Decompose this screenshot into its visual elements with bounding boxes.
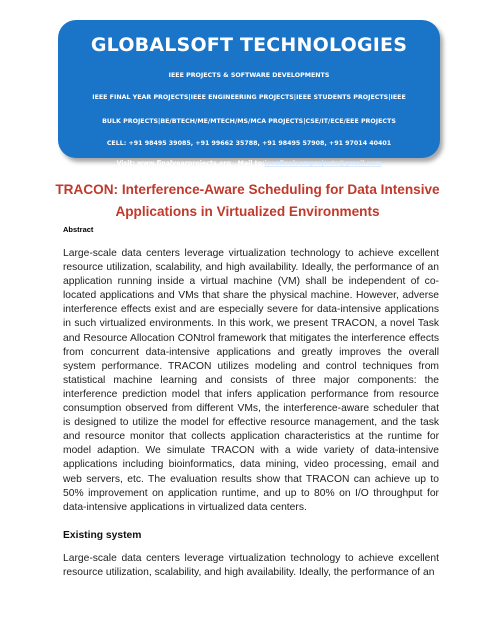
abstract-heading: Abstract (63, 225, 94, 234)
paper-title-line-2: Applications in Virtualized Environments (115, 204, 380, 219)
banner-phone-line: CELL: +91 98495 39085, +91 99662 35788, +91 98495 57908, +91 97014 40401 (106, 140, 392, 147)
mail-label: Mail to: (237, 160, 265, 167)
header-banner (58, 20, 440, 167)
visit-label: Visit: (116, 160, 138, 167)
paper-title-line-1: TRACON: Interference-Aware Scheduling for Data Intensive (55, 182, 440, 197)
existing-system-text: Large-scale data centers leverage virtualization technology to achieve excellent resource utilization, scalability, and high availability. Ideally, the performance of an (63, 553, 439, 579)
banner-projects-line: IEEE FINAL YEAR PROJECTS|IEEE ENGINEERING PROJECTS|IEEE STUDENTS PROJECTS|IEEE (92, 94, 406, 101)
existing-system-heading: Existing system (63, 530, 142, 541)
paper-title (40, 179, 455, 223)
banner-degrees-line: BULK PROJECTS|BE/BTECH/ME/MTECH/MS/MCA PROJECTS|CSE/IT/ECE/EEE PROJECTS (102, 118, 396, 125)
abstract-text: Large-scale data centers leverage virtualization technology to achieve excellent resource utilization, scalability, and high availability. Ideally, the performance of an application running inside a virtual machine (VM) shall be independent of co-located applications and VMs that share the physical machine. However, adverse interference effects exist and are especially severe for data-intensive applications in such virtualized environments. In this work, we present TRACON, a novel Task and Resource Allocation CONtrol framework that mitigates the interference effects from concurrent data-intensive applications and greatly improves the overall system performance. TRACON utilizes modeling and control techniques from statistical machine learning and consists of three major components: the interference prediction model that infers application performance from resource consumption observed from different VMs, the interference-aware scheduler that is designed to utilize the model for effective resource management, and the task and resource monitor that collects application characteristics at the runtime for model adaption. We simulate TRACON with a wide variety of data-intensive applications including bioinformatics, data mining, video processing, email and web servers, etc. The evaluation results show that TRACON can achieve up to 50% improvement on application runtime, and up to 80% on I/O throughput for data-intensive applications in virtualized data centers. (63, 248, 439, 513)
banner-tagline: IEEE PROJECTS & SOFTWARE DEVELOPMENTS (168, 72, 330, 79)
website-link[interactable]: www.finalyearprojects.org (137, 160, 232, 167)
banner-contact-line (58, 160, 440, 167)
email-link[interactable]: ieeefinalsemprojects@gmail.com (264, 160, 382, 167)
company-name: GLOBALSOFT TECHNOLOGIES (90, 34, 408, 56)
